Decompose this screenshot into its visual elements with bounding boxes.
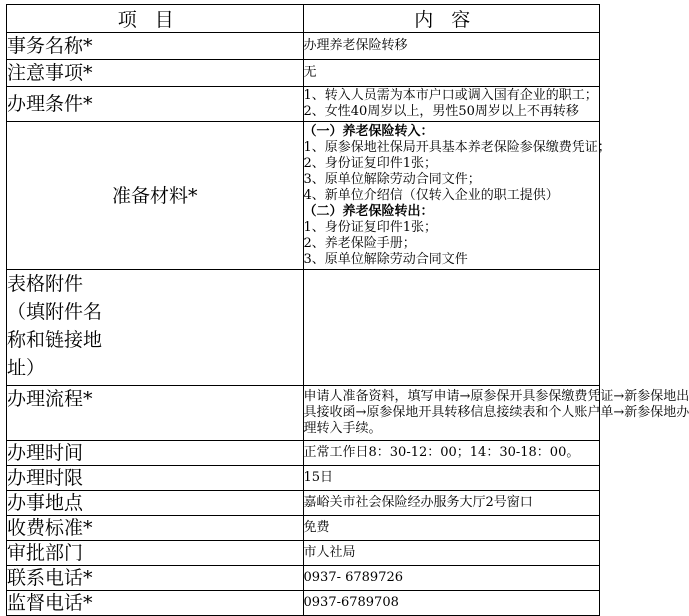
contact-phone-label: 联系电话* — [7, 566, 304, 591]
location-value: 嘉峪关市社会保险经办服务大厅2号窗口 — [303, 491, 600, 516]
row-fee — [7, 516, 600, 541]
header-row — [7, 5, 600, 33]
row-attachments — [7, 270, 600, 386]
row-task-name — [7, 33, 600, 60]
materials-section1-title: （一）养老保险转入： — [303, 123, 434, 139]
hours-value: 正常工作日8：30-12：00；14：30-18：00。 — [303, 441, 600, 466]
process-line: 理转入手续。 — [303, 421, 382, 436]
conditions-line: 1、转入人员需为本市户口或调入国有企业的职工； — [303, 88, 598, 103]
attachments-label-line: （填附件名 — [7, 301, 103, 323]
row-conditions — [7, 87, 600, 122]
attachments-value — [303, 270, 600, 386]
row-hours — [7, 441, 600, 466]
materials-item: 3、原单位解除劳动合同文件； — [303, 171, 481, 187]
task-name-label: 事务名称* — [7, 33, 304, 60]
row-supervision-phone — [7, 591, 600, 616]
approval-label: 审批部门 — [7, 541, 304, 566]
materials-item: 2、养老保险手册； — [303, 235, 416, 251]
conditions-value — [303, 87, 600, 122]
contact-phone-value: 0937- 6789726 — [303, 566, 600, 591]
materials-item: 2、身份证复印件1张； — [303, 155, 438, 171]
row-contact-phone — [7, 566, 600, 591]
service-guide-table — [6, 4, 689, 616]
supervision-phone-label: 监督电话* — [7, 591, 304, 616]
row-location — [7, 491, 600, 516]
row-process — [7, 386, 600, 441]
attachments-label-line: 表格附件 — [7, 273, 84, 295]
hours-label: 办理时间 — [7, 441, 304, 466]
header-content: 内容 — [303, 5, 600, 33]
process-line: 具接收函→原参保地开具转移信息接续表和个人账户单→新参保地办 — [303, 405, 689, 420]
row-approval — [7, 541, 600, 566]
process-value — [303, 386, 689, 441]
materials-section2-title: （二）养老保险转出： — [303, 203, 434, 219]
conditions-line: 2、女性40周岁以上，男性50周岁以上不再转移 — [303, 104, 579, 119]
task-name-value: 办理养老保险转移 — [303, 33, 600, 60]
notice-label: 注意事项* — [7, 60, 304, 87]
notice-value: 无 — [303, 60, 600, 87]
time-limit-value: 15日 — [303, 466, 600, 491]
row-notice — [7, 60, 600, 87]
materials-item: 4、新单位介绍信（仅转入企业的职工提供） — [303, 187, 559, 203]
header-item: 项目 — [7, 5, 304, 33]
process-label: 办理流程* — [7, 386, 304, 441]
fee-value: 免费 — [303, 516, 600, 541]
row-time-limit — [7, 466, 600, 491]
attachments-label-line: 址） — [7, 357, 46, 379]
process-line: 申请人准备资料，填写申请→原参保开具参保缴费凭证→新参保地出 — [303, 389, 689, 404]
fee-label: 收费标准* — [7, 516, 304, 541]
conditions-label: 办理条件* — [7, 87, 304, 122]
materials-value — [303, 122, 611, 270]
attachments-label — [7, 270, 304, 386]
location-label: 办事地点 — [7, 491, 304, 516]
attachments-label-line: 称和链接地 — [7, 329, 103, 351]
materials-item: 1、原参保地社保局开具基本养老保险参保缴费凭证； — [303, 139, 611, 155]
materials-label: 准备材料* — [7, 122, 304, 270]
time-limit-label: 办理时限 — [7, 466, 304, 491]
materials-item: 1、身份证复印件1张； — [303, 219, 438, 235]
supervision-phone-value: 0937-6789708 — [303, 591, 600, 616]
approval-value: 市人社局 — [303, 541, 600, 566]
row-materials — [7, 122, 600, 270]
materials-item: 3、原单位解除劳动合同文件 — [303, 251, 468, 267]
